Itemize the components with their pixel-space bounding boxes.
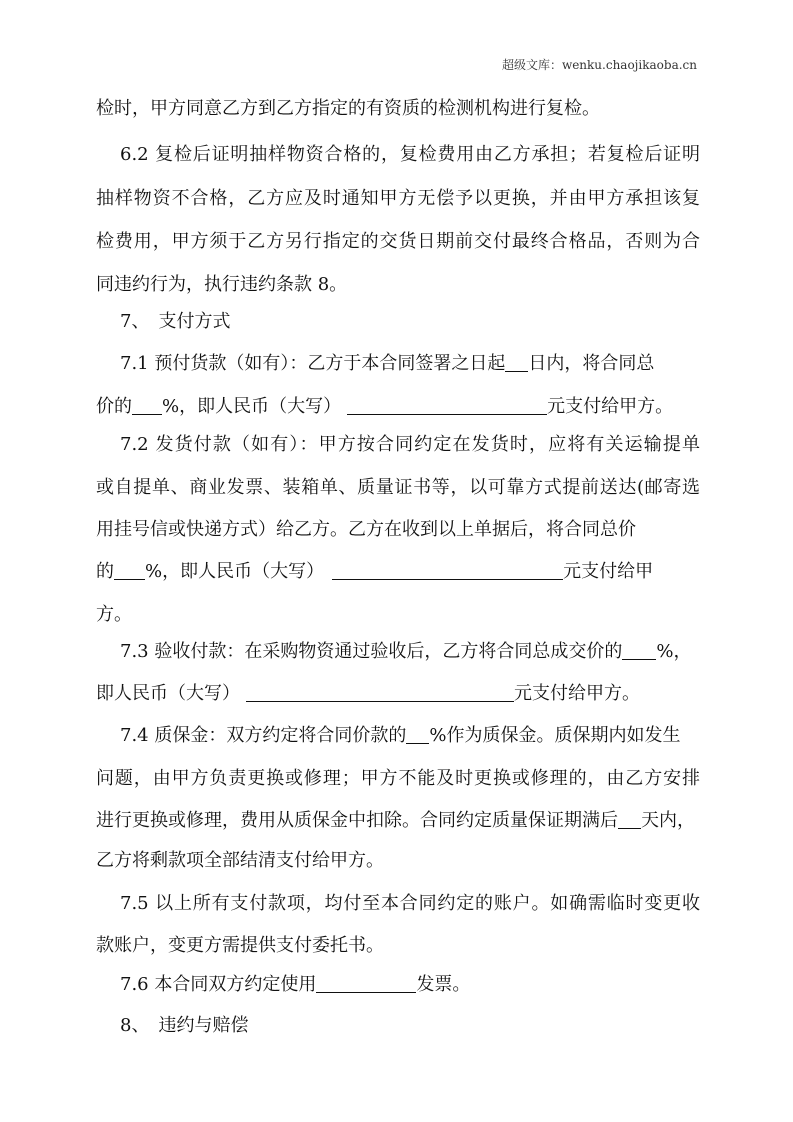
body-line: 乙方将剩款项全部结清支付给甲方。 [96, 850, 384, 871]
text: %，即人民币（大写） [162, 396, 342, 417]
body-line: 款账户，变更方需提供支付委托书。 [96, 935, 384, 956]
body-line [96, 560, 653, 584]
text: 日内，将合同总 [528, 353, 655, 374]
blank-field [114, 561, 145, 580]
clause-7-6 [120, 973, 470, 997]
text: 7.6 本合同双方约定使用 [120, 974, 317, 995]
text: %作为质保金。质保期内如发生 [429, 725, 681, 746]
clause-7-2: 7.2 发货付款（如有）：甲方按合同约定在发货时，应将有关运输提单 [120, 434, 700, 455]
text: 即人民币（大写） [96, 683, 240, 704]
blank-field [347, 396, 547, 415]
blank-field [406, 725, 429, 744]
clause-7-5: 7.5 以上所有支付款项，均付至本合同约定的账户。如确需临时变更收 [120, 893, 700, 914]
text: 7.4 质保金：双方约定将合同价款的 [120, 725, 407, 746]
blank-field [132, 396, 162, 415]
body-line [96, 395, 673, 419]
blank-field [316, 974, 416, 993]
clause-7-4 [120, 724, 680, 748]
body-line [96, 682, 640, 706]
body-line: 抽样物资不合格，乙方应及时通知甲方无偿予以更换，并由甲方承担该复 [96, 188, 700, 209]
body-line: 方。 [96, 604, 132, 625]
text: 发票。 [416, 974, 471, 995]
body-line: 用挂号信或快递方式）给乙方。乙方在收到以上单据后，将合同总价 [96, 519, 636, 540]
clause-6-2: 6.2 复检后证明抽样物资合格的，复检费用由乙方承担；若复检后证明 [120, 144, 700, 165]
section-7-heading: 7、 支付方式 [120, 311, 231, 332]
body-line: 问题，由甲方负责更换或修理；甲方不能及时更换或修理的，由乙方安排 [96, 768, 700, 789]
text: 进行更换或修理，费用从质保金中扣除。合同约定质量保证期满后 [96, 810, 618, 831]
text: %， [656, 641, 692, 662]
body-line: 检费用，甲方须于乙方另行指定的交货日期前交付最终合格品，否则为合 [96, 231, 700, 252]
site-header: 超级文库：wenku.chaojikaoba.cn [501, 58, 697, 72]
section-8-heading: 8、 违约与赔偿 [120, 1015, 249, 1036]
text: 价的 [96, 396, 132, 417]
blank-field [246, 683, 514, 702]
blank-field [622, 641, 656, 660]
body-line: 或自提单、商业发票、装箱单、质量证书等，以可靠方式提前送达(邮寄选 [96, 477, 700, 498]
blank-field [618, 810, 641, 829]
text: 7.3 验收付款：在采购物资通过验收后，乙方将合同总成交价的 [120, 641, 623, 662]
text: %，即人民币（大写） [145, 561, 325, 582]
blank-field [332, 561, 563, 580]
body-line: 检时，甲方同意乙方到乙方指定的有资质的检测机构进行复检。 [96, 98, 600, 119]
clause-7-1 [120, 352, 654, 376]
body-line: 同违约行为，执行违约条款 8。 [96, 274, 348, 295]
text: 7.1 预付货款（如有）：乙方于本合同签署之日起 [120, 353, 506, 374]
text: 元支付给甲方。 [514, 683, 640, 704]
text: 元支付给甲 [563, 561, 654, 582]
clause-7-3 [120, 640, 691, 664]
body-line [96, 809, 695, 833]
text: 天内， [641, 810, 695, 831]
text: 元支付给甲方。 [547, 396, 674, 417]
blank-field [505, 353, 528, 372]
text: 的 [96, 561, 114, 582]
